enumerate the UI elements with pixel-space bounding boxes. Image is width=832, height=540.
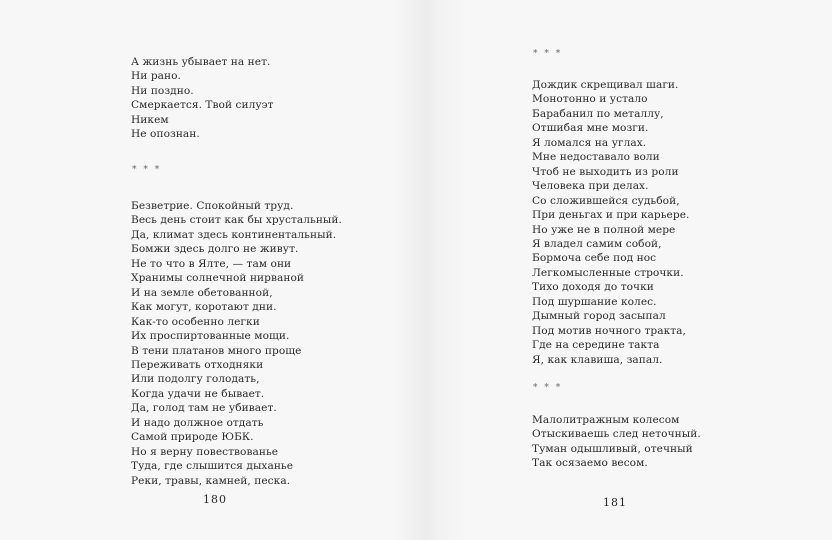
poem-line: При деньгах и при карьере. [532, 209, 690, 222]
poem-line: Ни рано. [131, 70, 181, 83]
poem-line: Не то что в Ялте, — там они [131, 257, 292, 270]
stanza-separator: * * * [533, 49, 563, 59]
poem-line: А жизнь убывает на нет. [131, 56, 271, 68]
poem-line: Реки, травы, камней, песка. [131, 474, 291, 487]
poem-line: Так осязаемо весом. [532, 457, 648, 470]
poem-line: Да, голод там не убивает. [131, 402, 277, 415]
stanza-separator: * * * [132, 165, 162, 175]
poem-line: Бомжи здесь долго не живут. [131, 243, 299, 256]
poem-line: Малолитражным колесом [532, 414, 680, 426]
poem-line: Но я верну повествованье [131, 445, 279, 458]
poem-line: Переживать отходняки [131, 358, 264, 371]
left-stanza-1 [131, 55, 274, 142]
poem-line: Или подолгу голодать, [131, 373, 260, 386]
right-stanza-1 [532, 78, 689, 367]
poem-line: Ни поздно. [131, 84, 194, 97]
poem-line: Как-то особенно легки [131, 315, 260, 328]
poem-line: Под шуршание колес. [532, 295, 657, 308]
poem-line: Чтоб не выходить из роли [532, 165, 679, 178]
poem-line: Тихо доходя до точки [532, 281, 654, 294]
poem-line: Я ломался на углах. [532, 136, 647, 149]
poem-line: Дымный город засыпал [532, 310, 666, 323]
poem-line: Не опознан. [131, 128, 200, 141]
poem-line: Безветрие. Спокойный труд. [131, 200, 294, 212]
poem-line: Как могут, коротают дни. [131, 301, 277, 314]
poem-line: И на земле обетованной, [131, 286, 273, 299]
poem-line: Весь день стоит как бы хрустальный. [131, 214, 342, 227]
poem-line: Под мотив ночного тракта, [532, 324, 686, 337]
page-number: 181 [603, 496, 627, 509]
poem-line: Хранимы солнечной нирваной [131, 272, 305, 285]
stanza-separator: * * * [533, 383, 563, 393]
poem-line: Я, как клавиша, запал. [532, 353, 663, 366]
poem-line: Когда удачи не бывает. [131, 387, 265, 400]
poem-line: Дождик скрещивал шаги. [532, 79, 679, 91]
poem-line: Да, климат здесь континентальный. [131, 228, 337, 241]
poem-line: Отыскиваешь след неточный. [532, 428, 701, 441]
page-number: 180 [203, 493, 227, 506]
poem-line: Самой природе ЮБК. [131, 431, 254, 444]
poem-line: В тени платанов много проще [131, 344, 302, 357]
poem-line: Монотонно и устало [532, 93, 648, 106]
poem-line: Легкомысленные строчки. [532, 266, 684, 279]
poem-line: Человека при делах. [532, 180, 649, 193]
poem-line: Туман одышливый, отечный [532, 442, 693, 455]
poem-line: Со сложившейся судьбой, [532, 194, 680, 207]
poem-line: И надо должное отдать [131, 416, 264, 429]
poem-line: Туда, где слышится дыханье [131, 460, 294, 473]
poem-line: Их проспиртованные мощи. [131, 330, 290, 343]
poem-line: Где на середине такта [532, 339, 660, 352]
right-stanza-2 [532, 413, 701, 471]
poem-line: Бормоча себе под нос [532, 252, 657, 265]
left-stanza-2 [131, 199, 342, 488]
poem-line: Мне недоставало воли [532, 151, 660, 164]
poem-line: Смеркается. Твой силуэт [131, 99, 274, 112]
poem-line: Но уже не в полной мере [532, 223, 676, 236]
right-page [416, 0, 832, 540]
poem-line: Отшибая мне мозги. [532, 122, 649, 135]
poem-line: Барабанил по металлу, [532, 107, 664, 120]
poem-line: Я владел самим собой, [532, 237, 662, 250]
poem-line: Никем [131, 113, 169, 126]
